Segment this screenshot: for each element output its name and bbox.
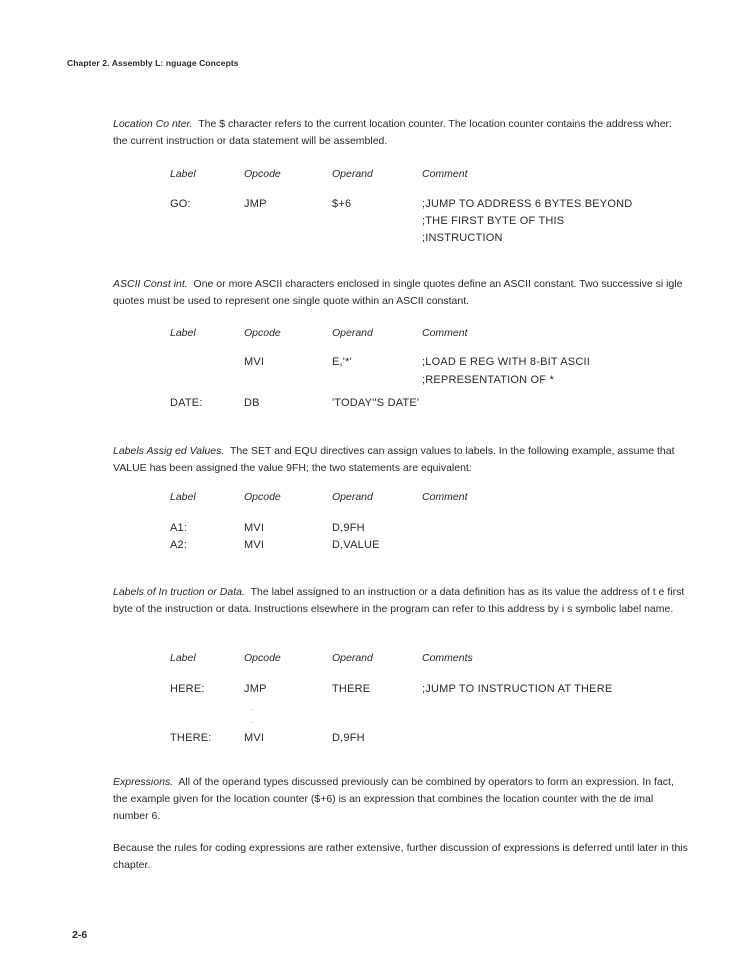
page-number: 2-6 — [72, 929, 88, 941]
location-counter-title: Location Co nter. — [113, 118, 193, 130]
code-operand: D,9FH — [332, 522, 365, 534]
column-header-operand: Operand — [332, 327, 373, 339]
labels-instruction-section — [113, 584, 688, 618]
code-label: THERE: — [170, 732, 212, 744]
code-comment: ;JUMP TO INSTRUCTION AT THERE — [422, 683, 613, 695]
column-header-comment: Comment — [422, 491, 468, 503]
column-header-operand: Operand — [332, 652, 373, 664]
labels-values-section — [113, 443, 688, 477]
code-opcode: MVI — [244, 539, 265, 551]
column-header-opcode: Opcode — [244, 168, 281, 180]
column-header-opcode: Opcode — [244, 327, 281, 339]
code-label: GO: — [170, 198, 191, 210]
code-operand: 'TODAY''S DATE' — [332, 397, 420, 409]
code-opcode: MVI — [244, 356, 265, 368]
code-opcode: JMP — [244, 683, 267, 695]
code-label: A2: — [170, 539, 188, 551]
code-operand: $+6 — [332, 198, 352, 210]
column-header-comment: Comment — [422, 327, 468, 339]
ellipsis-dot: · — [250, 705, 253, 714]
expressions-title: Expressions. — [113, 776, 174, 788]
code-opcode: MVI — [244, 732, 265, 744]
chapter-header: Chapter 2. Assembly L: nguage Concepts — [67, 58, 239, 68]
ascii-constant-section — [113, 276, 688, 310]
expressions-paragraph-2: Because the rules for coding expressions are rather extensive, further discussion of expressions is deferred until later in this chapter. — [113, 842, 688, 871]
code-operand: D,9FH — [332, 732, 365, 744]
code-opcode: DB — [244, 397, 260, 409]
ascii-constant-paragraph — [113, 276, 688, 310]
code-opcode: JMP — [244, 198, 267, 210]
column-header-label: Label — [170, 491, 196, 503]
code-comment: ;LOAD E REG WITH 8-BIT ASCII — [422, 356, 590, 368]
code-label: A1: — [170, 522, 188, 534]
column-header-operand: Operand — [332, 491, 373, 503]
code-comment: ;JUMP TO ADDRESS 6 BYTES BEYOND — [422, 198, 633, 210]
labels-instruction-title: Labels of In truction or Data. — [113, 586, 245, 598]
labels-instruction-body: The label assigned to an instruction or a data definition has as its value the address of t e first byte of the instruction or data. Instructions elsewhere in the program can refer to this address by i s symbolic label name. — [113, 586, 685, 615]
column-header-comment: Comments — [422, 652, 473, 664]
column-header-opcode: Opcode — [244, 491, 281, 503]
location-counter-section — [113, 116, 688, 150]
expressions-paragraph — [113, 774, 688, 825]
code-comment: ;INSTRUCTION — [422, 232, 503, 244]
code-label: HERE: — [170, 683, 205, 695]
ascii-constant-title: ASCII Const int. — [113, 278, 188, 290]
column-header-opcode: Opcode — [244, 652, 281, 664]
code-comment: ;REPRESENTATION OF * — [422, 374, 554, 386]
expressions-section-2 — [113, 840, 688, 874]
code-label: DATE: — [170, 397, 203, 409]
location-counter-paragraph — [113, 116, 688, 150]
code-operand: D,VALUE — [332, 539, 380, 551]
expressions-body: All of the operand types discussed previously can be combined by operators to form an expression. In fact, the example given for the location counter ($+6) is an expression that combines the location counter with the de imal number 6. — [113, 776, 674, 822]
expressions-section — [113, 774, 688, 825]
labels-instruction-paragraph — [113, 584, 688, 618]
code-operand: E,'*' — [332, 356, 352, 368]
column-header-label: Label — [170, 652, 196, 664]
ellipsis-dot: · — [250, 718, 253, 727]
column-header-operand: Operand — [332, 168, 373, 180]
column-header-label: Label — [170, 327, 196, 339]
ascii-constant-body: One or more ASCII characters enclosed in single quotes define an ASCII constant. Two successive si igle quotes must be used to represent one single quote within an ASCII constant. — [113, 278, 683, 307]
code-operand: THERE — [332, 683, 371, 695]
labels-values-paragraph — [113, 443, 688, 477]
code-comment: ;THE FIRST BYTE OF THIS — [422, 215, 565, 227]
code-opcode: MVI — [244, 522, 265, 534]
column-header-label: Label — [170, 168, 196, 180]
labels-values-title: Labels Assig ed Values. — [113, 445, 225, 457]
column-header-comment: Comment — [422, 168, 468, 180]
location-counter-body: The $ character refers to the current location counter. The location counter contains the address wher: the current instruction or data statement will be assembled. — [113, 118, 672, 147]
labels-values-body: The SET and EQU directives can assign values to labels. In the following example, assume that VALUE has been assigned the value 9FH; the two statements are equivalent: — [113, 445, 675, 474]
